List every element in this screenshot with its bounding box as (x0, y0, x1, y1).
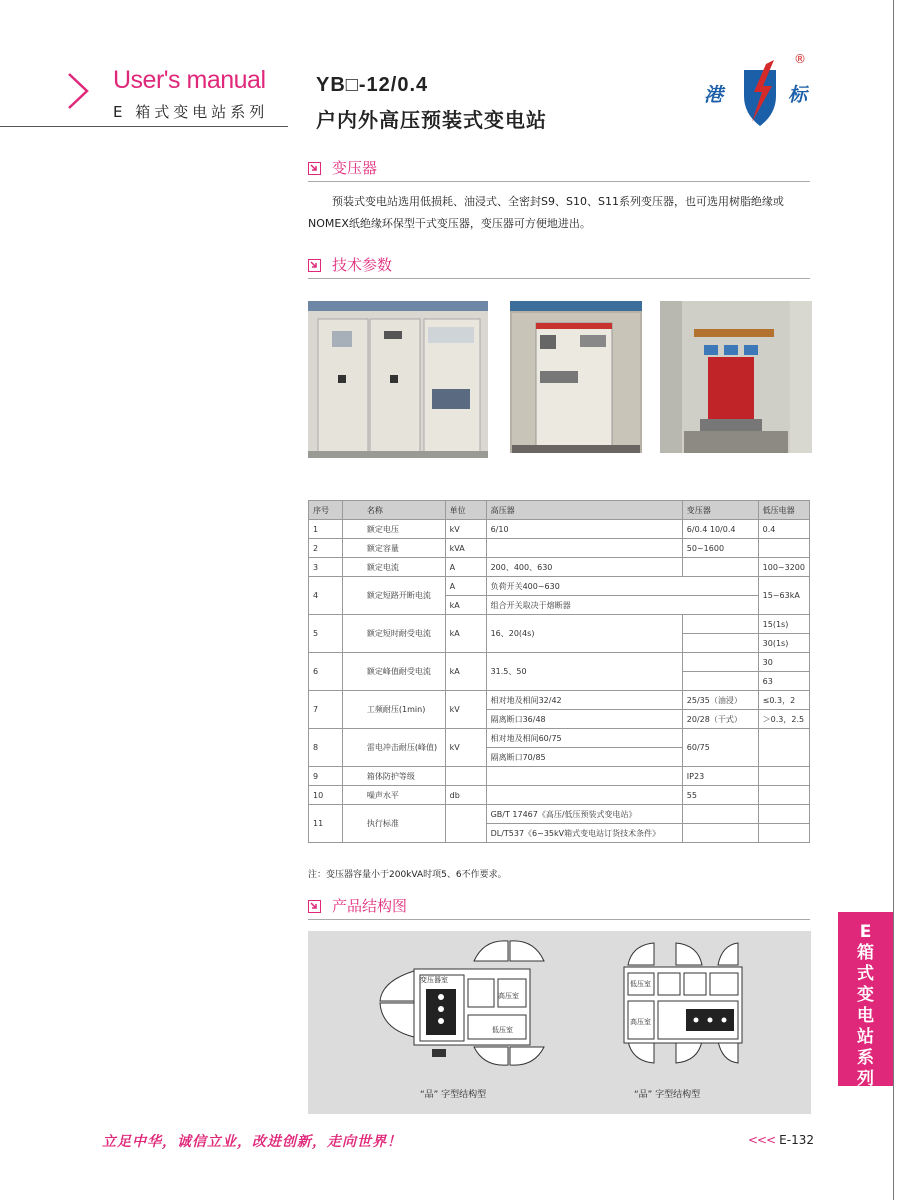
label-lv-room: 低压室 (630, 980, 651, 988)
table-row (309, 558, 810, 577)
manual-title: User's manual (113, 66, 266, 94)
table-row (309, 729, 810, 748)
page-number-text: E-132 (779, 1133, 814, 1147)
side-tab-char: 系 (857, 1048, 874, 1068)
transformer-photo (660, 301, 812, 453)
page-number (748, 1133, 814, 1147)
table-cell: kVA (445, 539, 486, 558)
section-header-structure (308, 898, 810, 920)
table-cell: kA (445, 653, 486, 691)
table-cell: kA (445, 596, 486, 615)
table-cell: 相对地及相间60/75 (486, 729, 682, 748)
table-cell (682, 824, 758, 843)
arrow-box-icon (308, 162, 321, 175)
col-header: 名称 (342, 501, 445, 520)
table-cell: A (445, 577, 486, 596)
table-cell (758, 824, 809, 843)
table-cell: 11 (309, 805, 343, 843)
switchgear-photo-2 (510, 301, 642, 453)
table-cell (682, 558, 758, 577)
label-hv-room: 高压室 (498, 992, 519, 1000)
col-header: 序号 (309, 501, 343, 520)
side-tab-char: 变 (857, 985, 874, 1005)
intro-paragraph: 预装式变电站选用低损耗、油浸式、全密封S9、S10、S11系列变压器，也可选用树脂绝缘或NOMEX纸绝缘环保型干式变压器，变压器可方便地进出。 (308, 195, 784, 230)
table-cell: 额定峰值耐受电流 (342, 653, 445, 691)
table-cell: 50~1600 (682, 539, 758, 558)
product-title: 户内外高压预装式变电站 (316, 108, 547, 132)
table-cell: 3 (309, 558, 343, 577)
col-header: 低压电器 (758, 501, 809, 520)
back-arrows-icon: <<< (748, 1133, 776, 1147)
table-cell: 组合开关取决于熔断器 (486, 596, 758, 615)
table-cell: GB/T 17467《高压/低压预装式变电站》 (486, 805, 682, 824)
table-cell: IP23 (682, 767, 758, 786)
table-cell (486, 767, 682, 786)
table-cell: 箱体防护等级 (342, 767, 445, 786)
table-cell: 16、20(4s) (486, 615, 682, 653)
table-cell: kV (445, 520, 486, 539)
page-right-border (893, 0, 894, 1200)
table-row (309, 653, 810, 672)
table-cell: 30 (758, 653, 809, 672)
side-tab-char: 电 (857, 1006, 874, 1026)
table-cell: 15(1s) (758, 615, 809, 634)
series-side-tab (838, 912, 893, 1089)
table-cell (758, 539, 809, 558)
table-cell: 额定电压 (342, 520, 445, 539)
registered-mark: ® (794, 52, 806, 66)
table-cell: 7 (309, 691, 343, 729)
table-cell: 噪声水平 (342, 786, 445, 805)
model-title: YB□-12/0.4 (316, 74, 429, 96)
table-row (309, 786, 810, 805)
table-cell: 4 (309, 577, 343, 615)
table-cell (445, 767, 486, 786)
label-hv-room: 高压室 (630, 1018, 651, 1026)
table-row (309, 615, 810, 634)
floor-plan-diagrams (308, 931, 811, 1114)
table-cell: 0.4 (758, 520, 809, 539)
table-cell (758, 767, 809, 786)
table-cell: 雷电冲击耐压(峰值) (342, 729, 445, 767)
diagram-caption-right: “品” 字型结构型 (634, 1090, 701, 1100)
table-cell: A (445, 558, 486, 577)
table-cell: 1 (309, 520, 343, 539)
table-cell (758, 805, 809, 824)
side-tab-char: E (859, 922, 872, 942)
table-cell: 额定电流 (342, 558, 445, 577)
table-cell: 负荷开关400~630 (486, 577, 758, 596)
table-cell: 工频耐压(1min) (342, 691, 445, 729)
table-cell: 执行标准 (342, 805, 445, 843)
table-cell (758, 786, 809, 805)
side-tab-char: 列 (857, 1069, 874, 1089)
diagram-caption-left: “品” 字型结构型 (420, 1090, 487, 1100)
header-divider (0, 126, 288, 127)
table-cell: 2 (309, 539, 343, 558)
section-header-transformer (308, 160, 810, 182)
chevron-right-icon (66, 72, 90, 110)
table-row (309, 577, 810, 596)
series-subtitle: E 箱式变电站系列 (113, 103, 269, 121)
table-row (309, 520, 810, 539)
table-cell: 60/75 (682, 729, 758, 767)
table-cell (682, 672, 758, 691)
table-cell: 相对地及相间32/42 (486, 691, 682, 710)
table-cell: ＞0.3，2.5 (758, 710, 809, 729)
logo-right-char: 标 (788, 84, 808, 106)
table-cell: 额定容量 (342, 539, 445, 558)
table-cell: 10 (309, 786, 343, 805)
table-row (309, 767, 810, 786)
table-cell (486, 786, 682, 805)
footer-slogan: 立足中华，诚信立业，改进创新，走向世界！ (102, 1134, 402, 1150)
section-title: 变压器 (332, 159, 378, 177)
table-cell: 200、400、630 (486, 558, 682, 577)
table-cell: 5 (309, 615, 343, 653)
brand-logo (700, 52, 820, 132)
table-cell (682, 805, 758, 824)
table-cell: kV (445, 691, 486, 729)
table-cell (682, 653, 758, 672)
arrow-box-icon (308, 259, 321, 272)
table-cell: kV (445, 729, 486, 767)
table-cell: 30(1s) (758, 634, 809, 653)
table-cell: 6/0.4 10/0.4 (682, 520, 758, 539)
table-cell: 6/10 (486, 520, 682, 539)
table-cell: 15~63kA (758, 577, 809, 615)
switchgear-photo-1 (308, 301, 488, 458)
side-tab-char: 式 (857, 964, 874, 984)
section-title: 技术参数 (332, 256, 393, 274)
table-cell (682, 634, 758, 653)
section-title: 产品结构图 (332, 897, 408, 915)
structure-diagrams (308, 931, 811, 1114)
side-tab-char: 站 (857, 1027, 874, 1047)
table-cell (445, 805, 486, 843)
table-cell: 额定短路开断电流 (342, 577, 445, 615)
col-header: 变压器 (682, 501, 758, 520)
label-lv-room: 低压室 (492, 1026, 513, 1034)
table-row (309, 691, 810, 710)
table-cell: 31.5、50 (486, 653, 682, 691)
table-cell (682, 615, 758, 634)
col-header: 高压器 (486, 501, 682, 520)
table-note: 注：变压器容量小于200kVA时项5、6不作要求。 (308, 870, 507, 880)
table-cell: 20/28（干式） (682, 710, 758, 729)
table-cell: DL/T537《6~35kV箱式变电站订货技术条件》 (486, 824, 682, 843)
col-header: 单位 (445, 501, 486, 520)
table-cell: ≤0.3，2 (758, 691, 809, 710)
tech-params-table (308, 500, 810, 843)
logo-left-char: 港 (704, 84, 724, 106)
table-header-row (309, 501, 810, 520)
table-cell: 63 (758, 672, 809, 691)
table-row (309, 805, 810, 824)
table-cell: kA (445, 615, 486, 653)
table-cell: 额定短时耐受电流 (342, 615, 445, 653)
side-tab-char: 箱 (857, 943, 874, 963)
table-cell (486, 539, 682, 558)
table-cell: 9 (309, 767, 343, 786)
table-cell: 隔离断口36/48 (486, 710, 682, 729)
section-header-tech-params (308, 257, 810, 279)
table-cell: 8 (309, 729, 343, 767)
table-cell (758, 729, 809, 767)
table-cell: db (445, 786, 486, 805)
table-row (309, 539, 810, 558)
table-cell: 55 (682, 786, 758, 805)
table-cell: 6 (309, 653, 343, 691)
label-transformer-room: 变压器室 (420, 976, 448, 984)
table-cell: 25/35（油浸） (682, 691, 758, 710)
table-cell: 100~3200 (758, 558, 809, 577)
arrow-box-icon (308, 900, 321, 913)
table-cell: 隔离断口70/85 (486, 748, 682, 767)
